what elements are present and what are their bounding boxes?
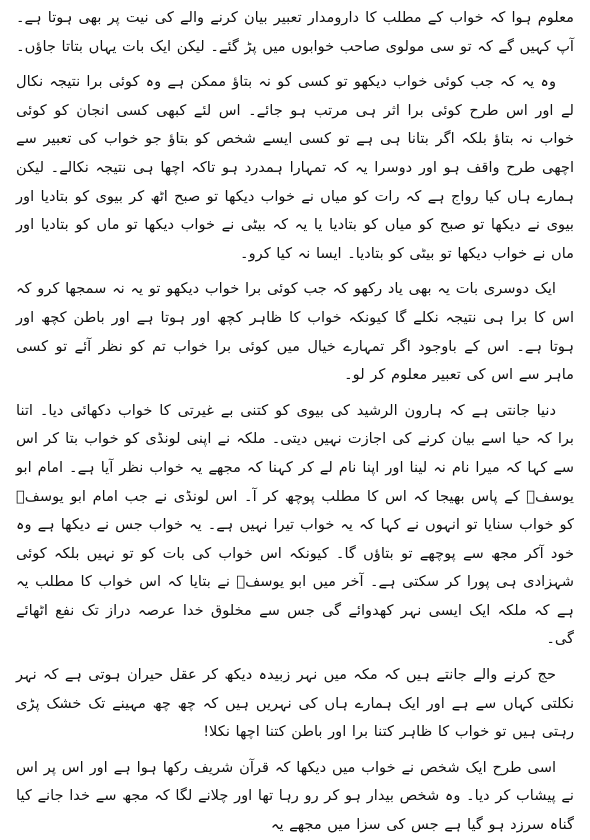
paragraph-6: اسی طرح ایک شخص نے خواب میں دیکھا کہ قرآن شریف رکھا ہوا ہے اور اس پر اس نے پیشاب کر دیا۔ وہ شخص بیدار ہو کر رو رہا تھا اور چلانے لگا کہ مجھ سے خدا جانے کیا گناہ سرزد ہو گیا ہے جس کی سزا میں مجھے یہ xyxy=(16,758,574,834)
paragraph-1: معلوم ہوا کہ خواب کے مطلب کا دارومدار تعبیر بیان کرنے والے کی نیت پر بھی ہوتا ہے۔ آپ کہیں گے کہ تو سی مولوی صاحب خوابوں میں پڑ گئے۔ لیکن ایک بات یہاں بتاتا جاؤں۔ xyxy=(16,9,574,55)
paragraph-5: حج کرنے والے جانتے ہیں کہ مکہ میں نہر زبیدہ دیکھ کر عقل حیران ہوتی ہے کہ نہر نکلتی کہاں سے ہے اور ایک ہمارے ہاں کی نہریں ہیں کہ چھ چھ مہینے تک خشک پڑی رہتی ہیں تو خواب کا ظاہر کتنا برا اور باطن کتنا اچھا نکلا! xyxy=(16,666,574,741)
paragraph-3: ایک دوسری بات یہ بھی یاد رکھو کہ جب کوئی برا خواب دیکھو تو یہ نہ سمجھا کرو کہ اس کا برا ہی نتیجہ نکلے گا کیونکہ خواب کا ظاہر کچھ اور ہوتا ہے اور باطن کچھ اور ہوتا ہے۔ اس کے باوجود اگر تمہارے خیال میں کوئی برا خواب تم کو نظر آئے تو کسی ماہر سے اس کی تعبیر معلوم کر لو۔ xyxy=(16,280,574,384)
paragraph-2: وہ یہ کہ جب کوئی خواب دیکھو تو کسی کو نہ بتاؤ ممکن ہے وہ کوئی برا نتیجہ نکال لے اور اس طرح کوئی برا اثر ہی مرتب ہو جائے۔ اس لئے کبھی کسی انجان کو کوئی خواب نہ بتاؤ بلکہ اگر بتانا ہی ہے تو کسی ایسے شخص کو بتاؤ جو خواب کی تعبیر سے اچھی طرح واقف ہو اور دوسرا یہ کہ تمہارا ہمدرد ہو تاکہ اچھا ہی نتیجہ نکالے۔ لیکن ہمارے ہاں کیا رواج ہے کہ رات کو میاں نے خواب دیکھا تو صبح اٹھ کر بیوی کو بتادیا اور بیوی نے دیکھا تو صبح کو میاں کو بتادیا یا یہ کہ بیٹی نے خواب دیکھا تو ماں کو بتادیا اور ماں نے خواب دیکھا تو بیٹی کو بتادیا۔ ایسا نہ کیا کرو۔ xyxy=(16,73,574,262)
paragraph-4: دنیا جانتی ہے کہ ہارون الرشید کی بیوی کو کتنی بے غیرتی کا خواب دکھائی دیا۔ اتنا برا کہ حیا اسے بیان کرنے کی اجازت نہیں دیتی۔ ملکہ نے اپنی لونڈی کو خواب بتا کر اس سے کہا کہ میرا نام نہ لینا اور اپنا نام لے کر کہنا کہ مجھے یہ خواب نظر آیا ہے۔ امام ابو یوسفؒ کے پاس بھیجا کہ اس کا مطلب پوچھ کر آ۔ اس لونڈی نے جب امام ابو یوسفؒ کو خواب سنایا تو انہوں نے کہا کہ یہ خواب تیرا نہیں ہے۔ یہ خواب جس نے دیکھا ہے وہ خود آکر مجھ سے پوچھے تو بتاؤں گا۔ کیونکہ اس خواب کی بات کو تو نہیں بلکہ کوئی شہزادی ہی پورا کر سکتی ہے۔ آخر میں ابو یوسفؒ نے بتایا کہ اس خواب کا مطلب یہ ہے کہ ملکہ ایک ایسی نہر کھدوائے گی جس سے مخلوق خدا عرصہ دراز تک نفع اٹھائے گی۔ xyxy=(16,401,574,648)
